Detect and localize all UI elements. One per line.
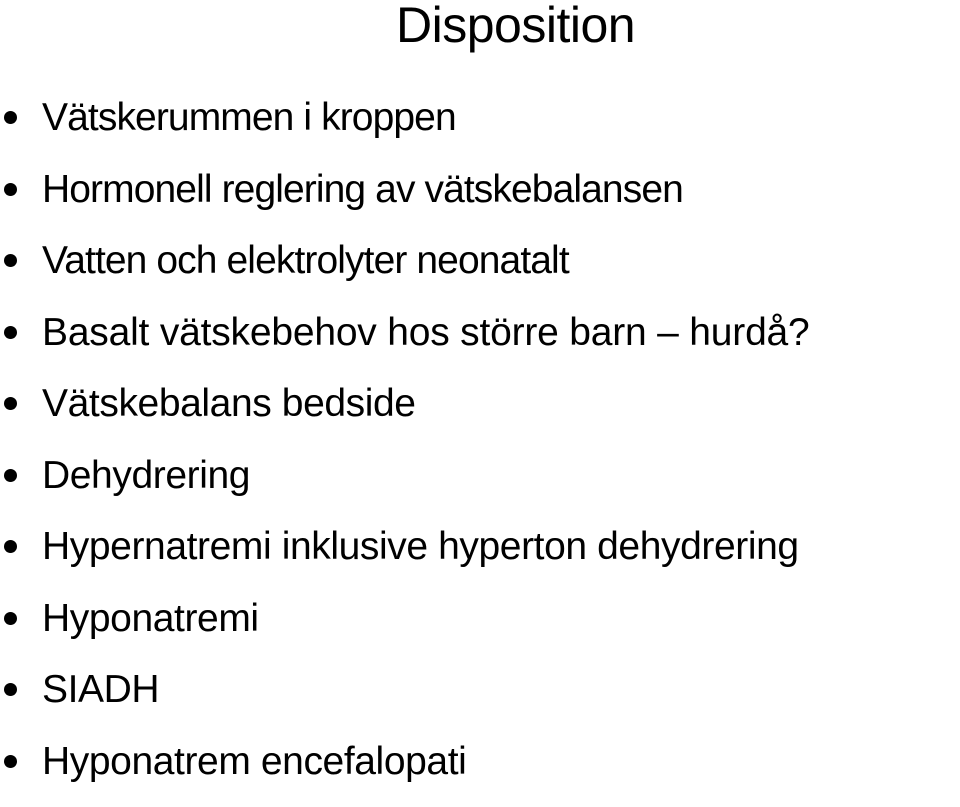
bullet-dot-icon xyxy=(4,326,17,339)
bullet-text: Vätskebalans bedside xyxy=(42,382,416,425)
bullet-dot-icon xyxy=(4,183,17,196)
bullet-text: SIADH xyxy=(42,668,160,711)
bullet-text: Hyponatrem encefalopati xyxy=(42,739,467,783)
bullet-dot-icon xyxy=(4,683,17,696)
bullet-dot-icon xyxy=(4,612,17,625)
bullet-text: Vatten och elektrolyter neonatalt xyxy=(42,239,569,282)
bullet-dot-icon xyxy=(4,755,17,768)
bullet-text: Vätskerummen i kroppen xyxy=(42,96,456,139)
bullet-text: Hormonell reglering av vätskebalansen xyxy=(42,167,683,211)
bullet-dot-icon xyxy=(4,254,17,267)
bullet-text: Hypernatremi inklusive hyperton dehydrering xyxy=(42,525,799,568)
bullet-dot-icon xyxy=(4,397,17,410)
bullet-text: Basalt vätskebehov hos större barn – hurdå? xyxy=(42,310,810,354)
bullet-dot-icon xyxy=(4,469,17,482)
slide-title: Disposition xyxy=(396,0,636,53)
bullet-dot-icon xyxy=(4,540,17,553)
bullet-text: Dehydrering xyxy=(42,453,251,497)
bullet-dot-icon xyxy=(4,111,17,124)
bullet-text: Hyponatremi xyxy=(42,596,259,640)
